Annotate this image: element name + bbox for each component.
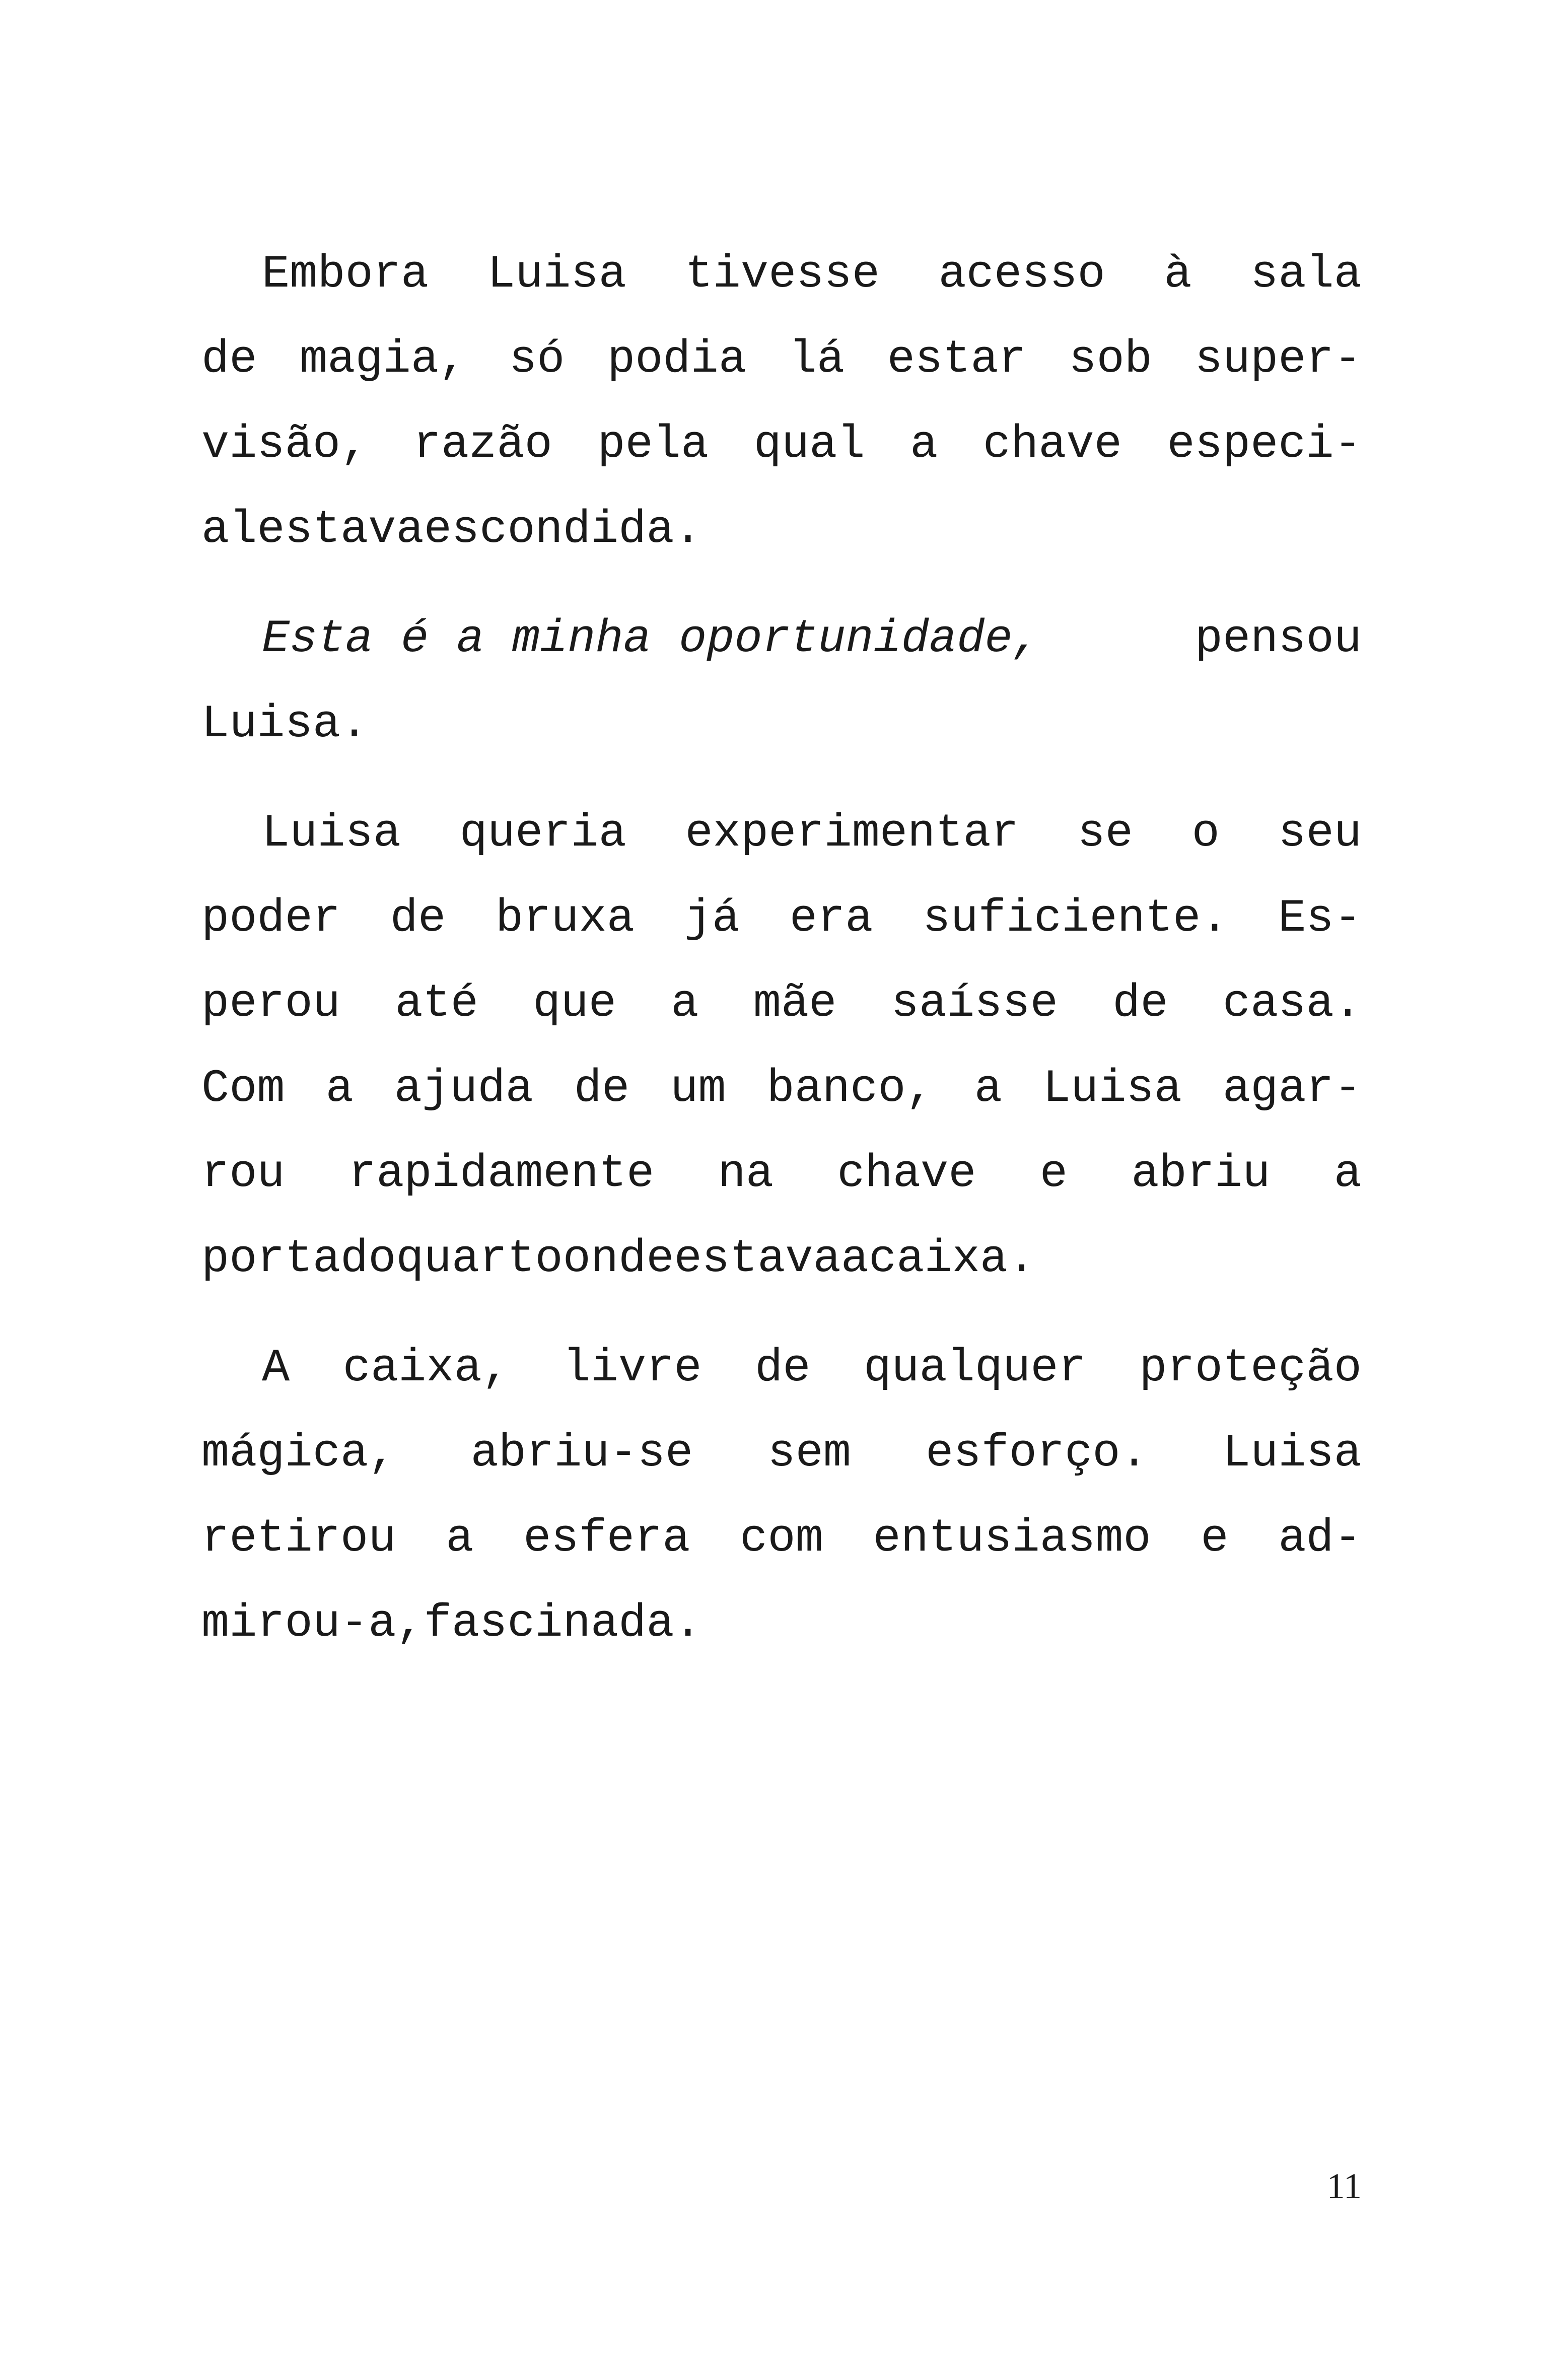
word: Embora (262, 248, 429, 301)
text-line (201, 1411, 1362, 1496)
word: livre (562, 1342, 702, 1394)
word: poder (201, 892, 341, 945)
word: suficiente. (923, 892, 1229, 945)
word: estava (674, 1232, 841, 1285)
word: do (340, 1232, 396, 1285)
word: Es- (1278, 892, 1362, 945)
word: esforço. (926, 1427, 1148, 1480)
word: visão, (201, 418, 369, 471)
word: caixa. (869, 1232, 1036, 1285)
word: al (201, 503, 257, 556)
word: a (671, 977, 699, 1030)
word: o (1191, 807, 1220, 860)
word: sala (1250, 248, 1362, 301)
word: a (910, 418, 938, 471)
word: à (1164, 248, 1192, 301)
word: estar (887, 333, 1026, 386)
word: de (574, 1062, 630, 1115)
word: mirou-a, (201, 1597, 424, 1650)
word: abriu-se (470, 1427, 693, 1480)
text-line (201, 961, 1362, 1046)
word: razão (413, 418, 552, 471)
text-line (201, 1581, 1362, 1666)
word: qualquer (864, 1342, 1086, 1394)
text-line (201, 317, 1362, 402)
word: na (718, 1147, 774, 1200)
paragraph-1 (201, 232, 1362, 572)
word: perou (201, 977, 341, 1030)
word: proteção (1139, 1342, 1362, 1394)
word: casa. (1222, 977, 1362, 1030)
word: saísse (891, 977, 1058, 1030)
word: de (201, 333, 257, 386)
word: a (840, 1232, 869, 1285)
text-line (201, 1046, 1362, 1131)
word: bruxa (495, 892, 635, 945)
word: a (446, 1512, 474, 1565)
word: até (395, 977, 478, 1030)
word: a (1333, 1147, 1362, 1200)
text-line (201, 876, 1362, 961)
word: experimentar (685, 807, 1019, 860)
word: sob (1069, 333, 1153, 386)
text-line (201, 402, 1362, 487)
word: entusiasmo (873, 1512, 1151, 1565)
text-line (201, 681, 1362, 766)
word: qual (753, 418, 865, 471)
word: banco, (766, 1062, 934, 1115)
word: queria (459, 807, 626, 860)
word: era (789, 892, 873, 945)
word: um (670, 1062, 726, 1115)
word: magia, (300, 333, 467, 386)
word: de (390, 892, 446, 945)
text-line (201, 1131, 1362, 1216)
word: Com (201, 1062, 285, 1115)
word: e (1201, 1512, 1229, 1565)
word: com (740, 1512, 823, 1565)
word: estava (257, 503, 424, 556)
word: que (533, 977, 616, 1030)
word: retirou (201, 1512, 396, 1565)
word: de (755, 1342, 811, 1394)
word: de (1112, 977, 1168, 1030)
text-line (201, 232, 1362, 317)
word: lá (789, 333, 845, 386)
text-line (201, 791, 1362, 876)
word: se (1077, 807, 1133, 860)
word: já (684, 892, 740, 945)
word: Luisa (1042, 1062, 1182, 1115)
word: Luisa. (201, 697, 369, 750)
word: porta (201, 1232, 341, 1285)
word: caixa, (342, 1342, 510, 1394)
word: Luisa (1222, 1427, 1362, 1480)
word: escondida. (424, 503, 702, 556)
word: quarto (396, 1232, 563, 1285)
word: pela (597, 418, 709, 471)
word: esfera (523, 1512, 690, 1565)
word: A (262, 1342, 290, 1394)
word: super- (1194, 333, 1362, 386)
text-line (201, 1325, 1362, 1411)
word: mãe (753, 977, 837, 1030)
word: tivesse (685, 248, 880, 301)
word: chave (982, 418, 1122, 471)
text-line (201, 1496, 1362, 1581)
word: Luisa (487, 248, 626, 301)
paragraph-4 (201, 1325, 1362, 1666)
paragraph-2 (201, 596, 1362, 766)
word: mágica, (201, 1427, 396, 1480)
page-text (201, 232, 1362, 1666)
word: seu (1278, 807, 1362, 860)
word: a (325, 1062, 354, 1115)
word: agar- (1222, 1062, 1362, 1115)
word: especi- (1167, 418, 1362, 471)
word: fascinada. (424, 1597, 702, 1650)
word: podia (607, 333, 747, 386)
word: só (509, 333, 565, 386)
text-line (201, 596, 1362, 681)
word: e (1039, 1147, 1068, 1200)
text-line (201, 1216, 1362, 1301)
text-span: pensou (1194, 612, 1362, 665)
word: Luisa (262, 807, 401, 860)
word: a (974, 1062, 1002, 1115)
word: acesso (938, 248, 1105, 301)
word: ajuda (394, 1062, 533, 1115)
word: rou (201, 1147, 285, 1200)
italic-thought: Esta é a minha oportunidade, (262, 612, 1040, 665)
word: ad- (1278, 1512, 1362, 1565)
word: rapidamente (348, 1147, 655, 1200)
page-number: 11 (1326, 2166, 1362, 2206)
word: abriu (1131, 1147, 1271, 1200)
paragraph-3 (201, 791, 1362, 1301)
text-line (201, 487, 1362, 572)
word: sem (767, 1427, 852, 1480)
word: chave (837, 1147, 976, 1200)
word: onde (562, 1232, 674, 1285)
